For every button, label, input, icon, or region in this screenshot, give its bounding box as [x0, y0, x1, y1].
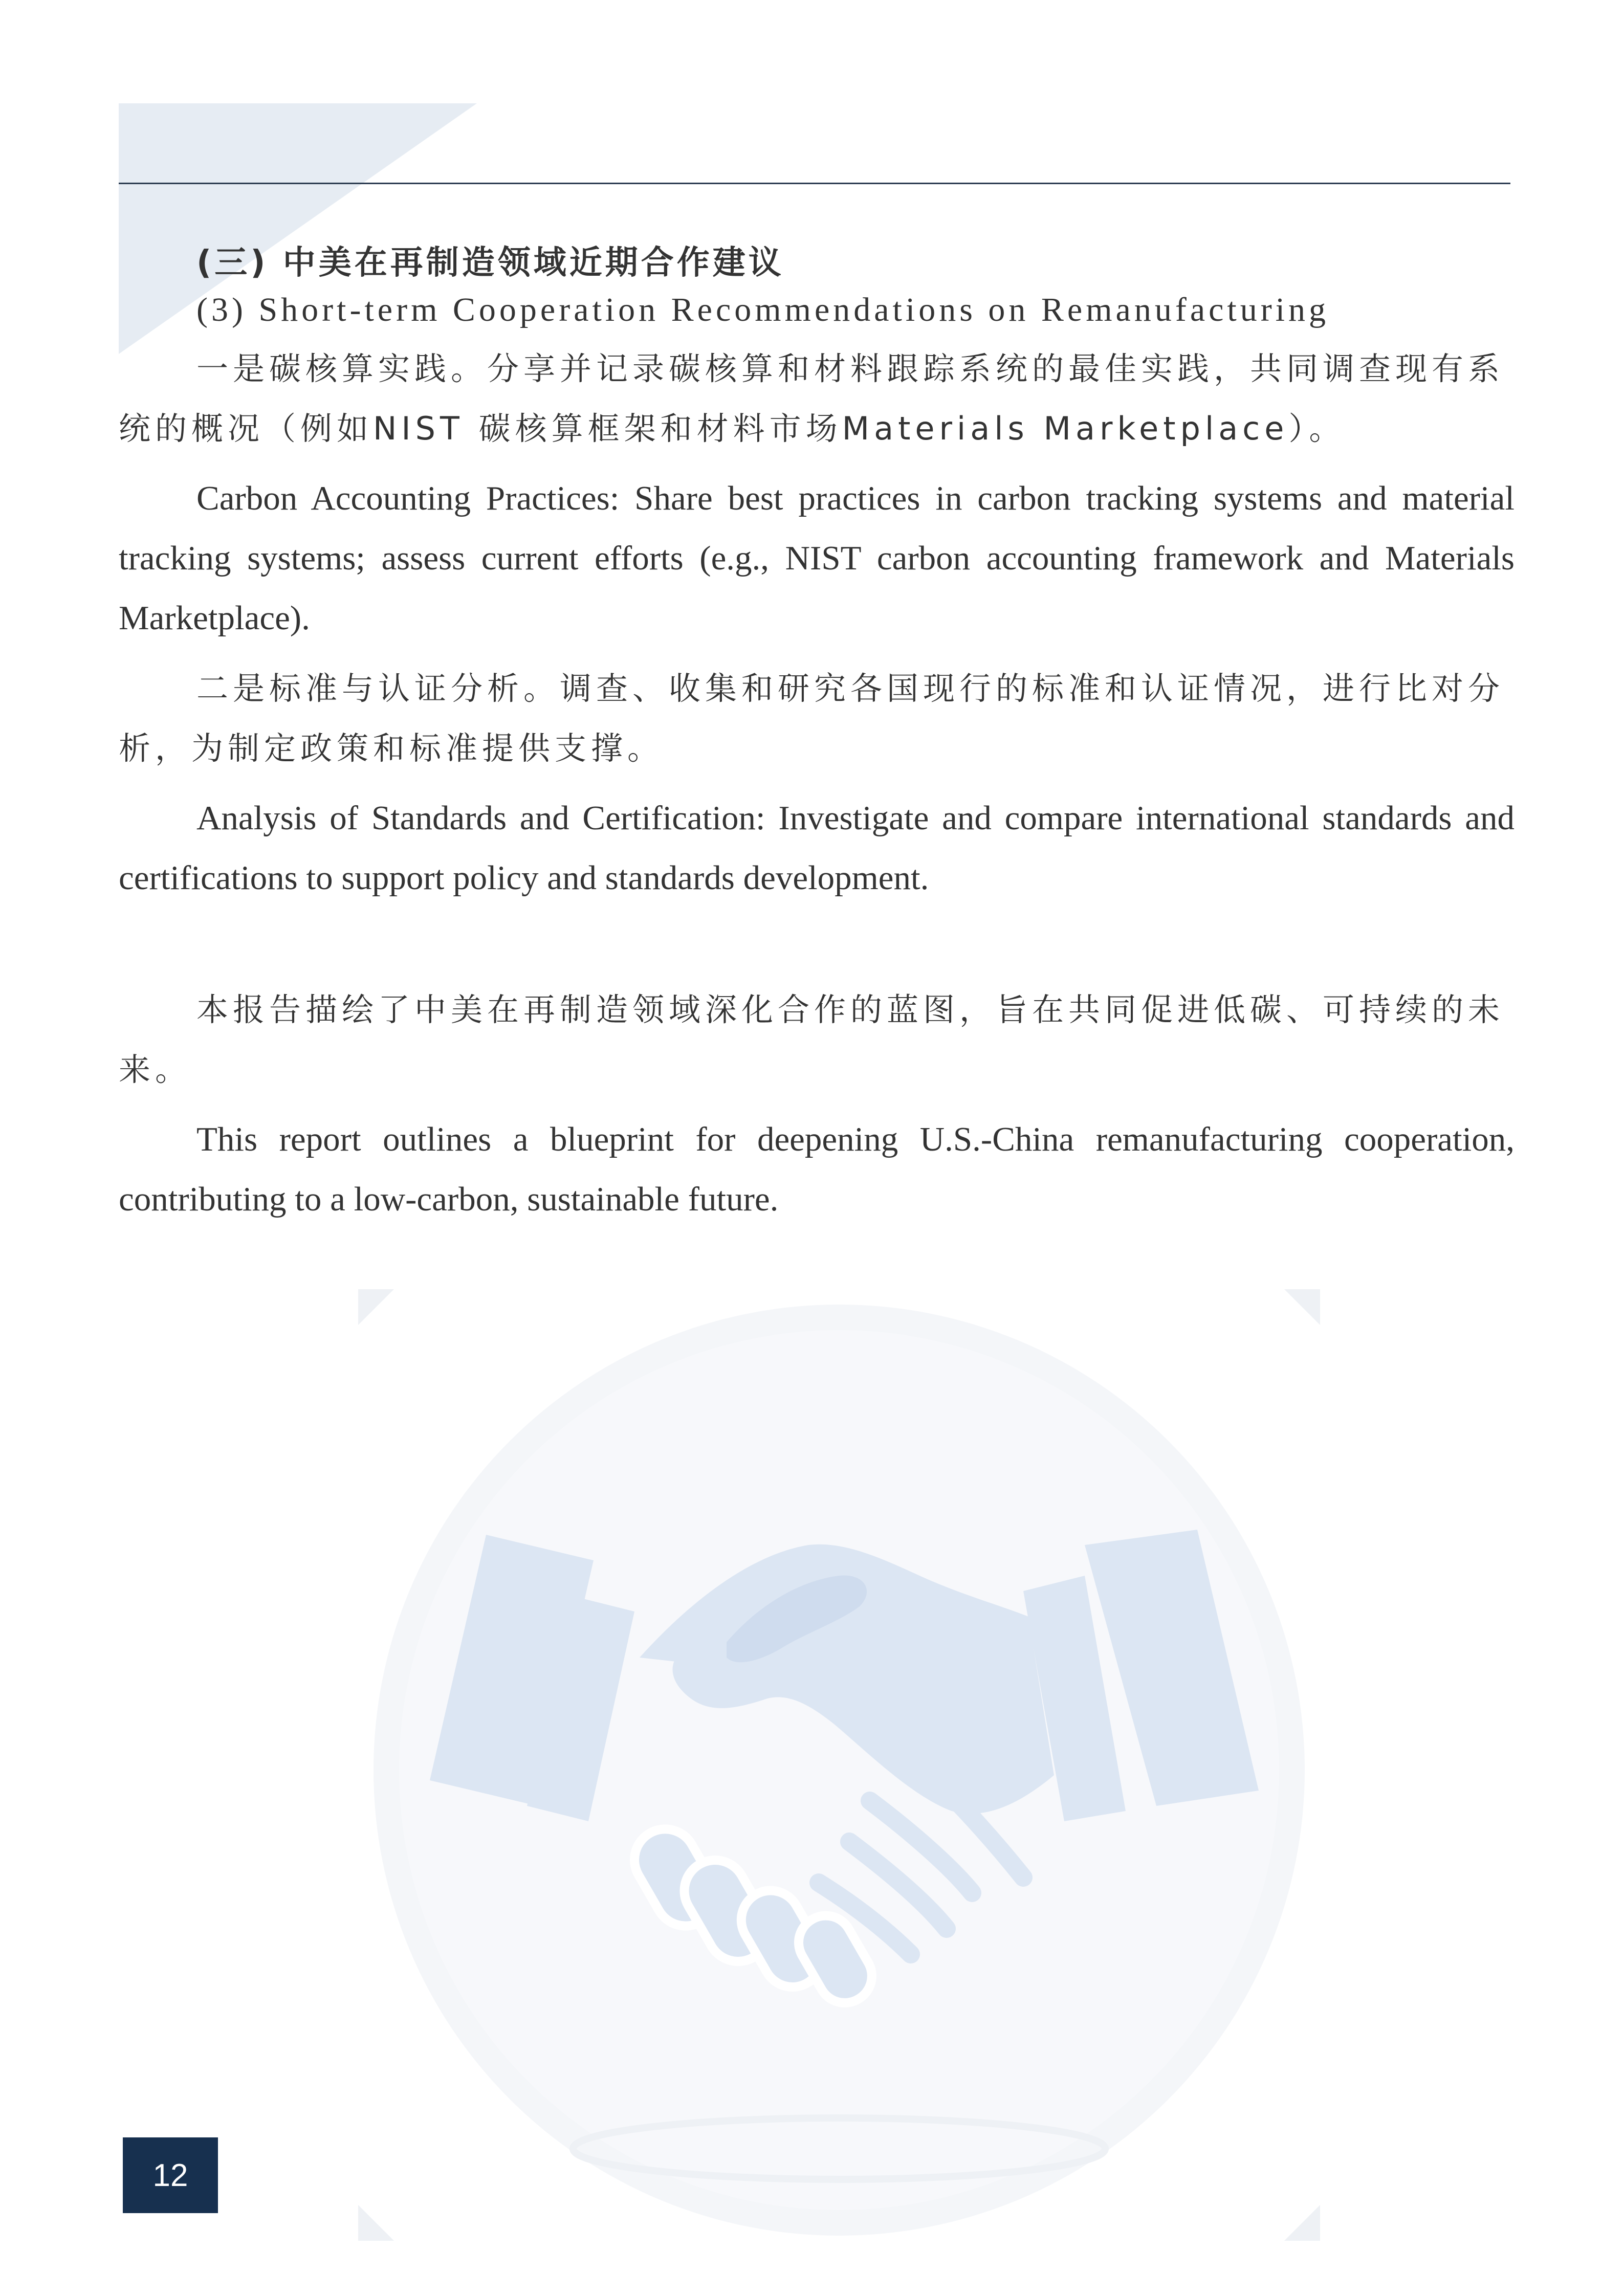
handshake-icon — [358, 1289, 1320, 2241]
page-number-badge: 12 — [123, 2137, 218, 2213]
section-heading-cn: (三) 中美在再制造领域近期合作建议 — [196, 244, 784, 282]
paragraph-standards-en: Analysis of Standards and Certification: Investigate and compare international standards and certifications to support policy and standards development. — [119, 799, 1515, 897]
paragraph-standards-cn: 二是标准与认证分析。调查、收集和研究各国现行的标准和认证情况，进行比对分析，为制定政策和标准提供支撑。 — [119, 670, 1505, 767]
header-rule — [119, 183, 1510, 184]
paragraph-carbon-accounting-cn: 一是碳核算实践。分享并记录碳核算和材料跟踪系统的最佳实践，共同调查现有系统的概况（例如NIST 碳核算框架和材料市场Materials Marketplace）。 — [119, 350, 1505, 447]
page-content — [119, 240, 1515, 1240]
paragraph-conclusion-cn: 本报告描绘了中美在再制造领域深化合作的蓝图，旨在共同促进低碳、可持续的未来。 — [119, 991, 1505, 1088]
section-heading-en: (3) Short-term Cooperation Recommendations on Remanufacturing — [196, 291, 1330, 328]
paragraph-carbon-accounting-en: Carbon Accounting Practices: Share best practices in carbon tracking systems and material tracking systems; assess current efforts (e.g., NIST carbon accounting framework and Materials Marketplace). — [119, 479, 1515, 637]
paragraph-conclusion-en: This report outlines a blueprint for deepening U.S.-China remanufacturing cooperation, contributing to a low-carbon, sustainable future. — [119, 1120, 1515, 1218]
